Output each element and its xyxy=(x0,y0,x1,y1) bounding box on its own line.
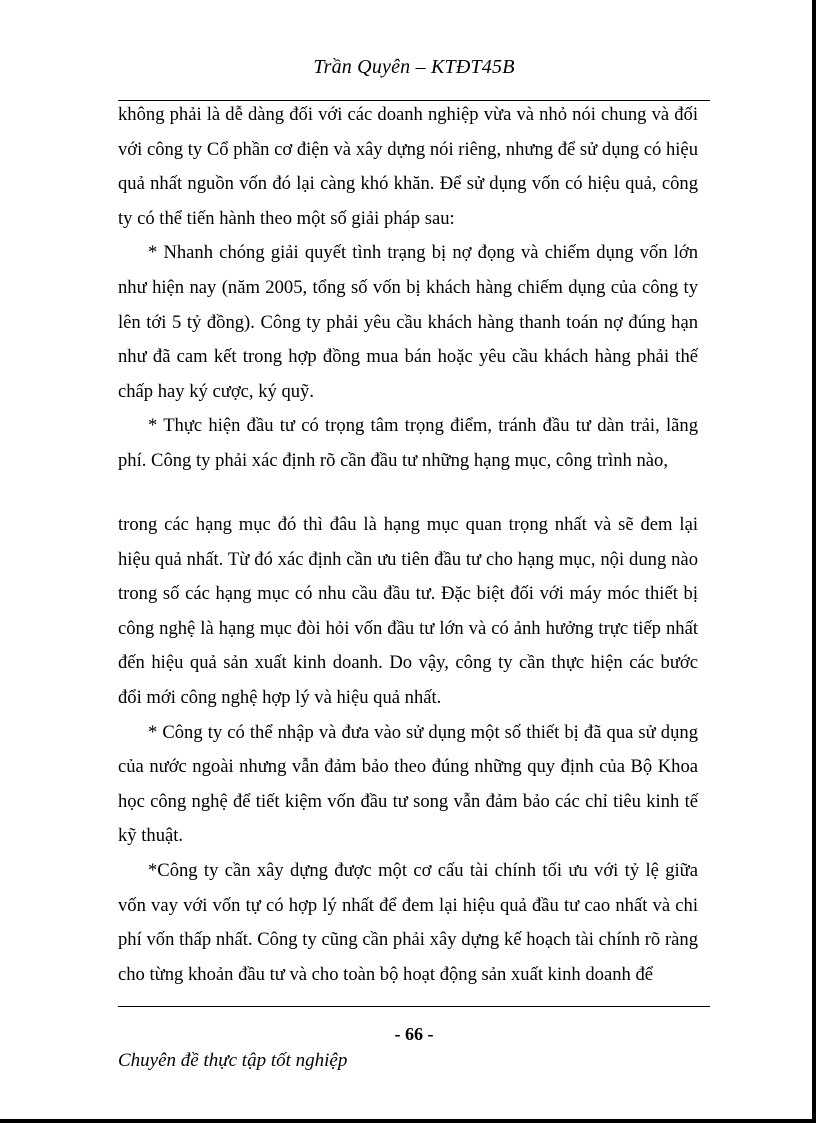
paragraph-investment-priority: trong các hạng mục đó thì đâu là hạng mục quan trọng nhất và sẽ đem lại hiệu quả nhất. Từ đó xác định cần ưu tiên đầu tư cho hạng mục, nội dung nào trong số các hạng mục có nhu cầu đầu tư. Đặc biệt đối với máy móc thiết bị công nghệ là hạng mục đòi hỏi vốn đầu tư lớn và có ảnh hưởng trực tiếp nhất đến hiệu quả sản xuất kinh doanh. Do vậy, công ty cần thực hiện các bước đổi mới công nghệ hợp lý và hiệu quả nhất. xyxy=(118,514,698,708)
paragraph-solution-debt: * Nhanh chóng giải quyết tình trạng bị nợ đọng và chiếm dụng vốn lớn như hiện nay (năm 2005, tổng số vốn bị khách hàng chiếm dụng của công ty lên tới 5 tỷ đồng). Công ty phải yêu cầu khách hàng thanh toán nợ đúng hạn như đã cam kết trong hợp đồng mua bán hoặc yêu cầu khách hàng phải thế chấp hay ký cược, ký quỹ. xyxy=(118,242,698,402)
paragraph-continuation: không phải là dễ dàng đối với các doanh nghiệp vừa và nhỏ nói chung và đối với công ty Cổ phần cơ điện và xây dựng nói riêng, nhưng để sử dụng có hiệu quả nhất nguồn vốn đó lại càng khó khăn. Để sử dụng vốn có hiệu quả, công ty có thể tiến hành theo một số giải pháp sau: xyxy=(118,104,698,229)
body-text-block-top xyxy=(118,98,698,479)
page-number: - 66 - xyxy=(394,1024,434,1044)
page-header-title: Trần Quyên – KTĐT45B xyxy=(313,56,515,78)
paragraph-solution-focused-investment: * Thực hiện đầu tư có trọng tâm trọng điểm, tránh đầu tư dàn trải, lãng phí. Công ty phải xác định rõ cần đầu tư những hạng mục, công trình nào, xyxy=(118,415,698,471)
page-footer-title: Chuyên đề thực tập tốt nghiệp xyxy=(118,1050,348,1071)
body-text-block-bottom xyxy=(118,508,698,992)
paragraph-used-equipment: * Công ty có thể nhập và đưa vào sử dụng một số thiết bị đã qua sử dụng của nước ngoài nhưng vẫn đảm bảo theo đúng những quy định của Bộ Khoa học công nghệ để tiết kiệm vốn đầu tư song vẫn đảm bảo các chỉ tiêu kinh tế kỹ thuật. xyxy=(118,721,698,847)
paragraph-capital-structure: *Công ty cần xây dựng được một cơ cấu tài chính tối ưu với tỷ lệ giữa vốn vay với vốn tự có hợp lý nhất để đem lại hiệu quả đầu tư cao nhất và chi phí vốn thấp nhất. Công ty cũng cần phải xây dựng kế hoạch tài chính rõ ràng cho từng khoản đầu tư và cho toàn bộ hoạt động sản xuất kinh doanh để xyxy=(118,859,698,985)
footer-divider xyxy=(118,1006,710,1007)
